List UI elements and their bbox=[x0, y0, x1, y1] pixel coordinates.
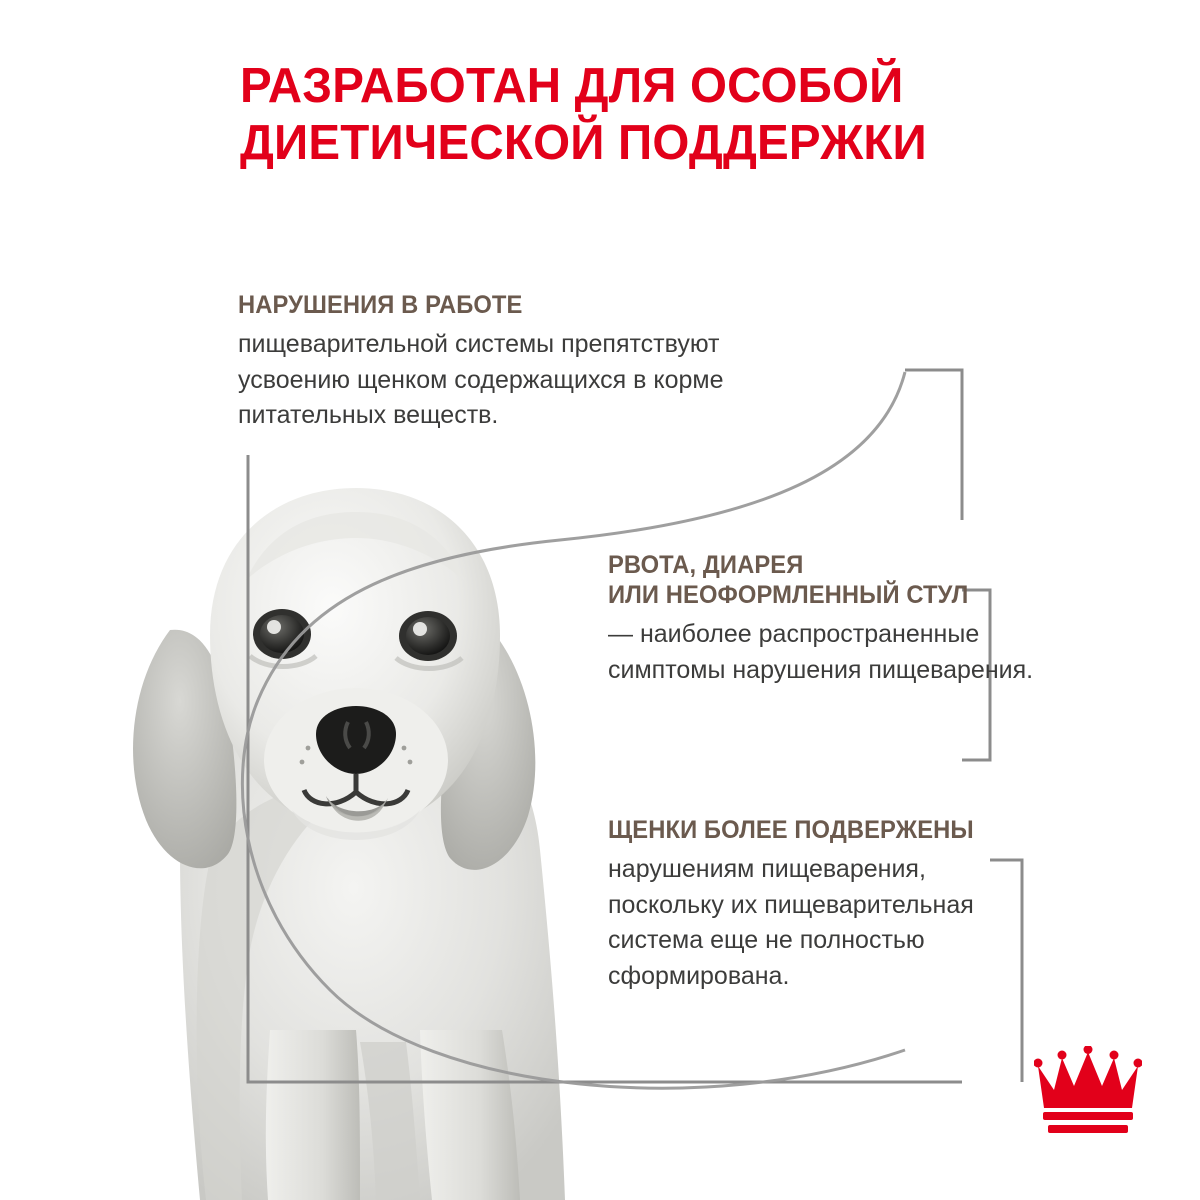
block-heading bbox=[608, 815, 1140, 845]
block-body-line-4: сформирована. bbox=[608, 961, 790, 990]
page-title bbox=[240, 58, 977, 172]
block-heading-line-1: НАРУШЕНИЯ В РАБОТЕ bbox=[238, 291, 523, 319]
block-heading bbox=[238, 290, 884, 320]
block-body bbox=[238, 327, 918, 434]
block-body-line-1: нарушениям пищеварения, bbox=[608, 855, 926, 883]
block-body bbox=[608, 852, 1168, 994]
block-body-line-3: система еще не полностью bbox=[608, 926, 925, 954]
text-block-puppies-susceptible bbox=[608, 815, 1168, 994]
block-body-line-3: питательных веществ. bbox=[238, 401, 499, 429]
block-body-line-2: симптомы нарушения пищеварения. bbox=[608, 655, 1034, 684]
block-heading bbox=[608, 550, 1178, 610]
page-title-line-2: ДИЕТИЧЕСКОЙ ПОДДЕРЖКИ bbox=[240, 115, 927, 170]
royal-canin-crown-icon bbox=[1034, 1046, 1142, 1138]
block-body bbox=[608, 617, 1200, 688]
block-body-line-1: — наиболее распространенные bbox=[608, 620, 980, 648]
block-body-line-2: усвоению щенком содержащихся в корме bbox=[238, 365, 724, 394]
block-body-line-2: поскольку их пищеварительная bbox=[608, 890, 974, 919]
page-title-line-1: РАЗРАБОТАН ДЛЯ ОСОБОЙ bbox=[240, 59, 904, 113]
block-heading-line-1: РВОТА, ДИАРЕЯ bbox=[608, 551, 804, 579]
text-block-digestive-disorders bbox=[238, 290, 918, 434]
block-heading-line-1: ЩЕНКИ БОЛЕЕ ПОДВЕРЖЕНЫ bbox=[608, 816, 974, 844]
text-block-symptoms bbox=[608, 550, 1200, 688]
block-body-line-1: пищеварительной системы препятствуют bbox=[238, 330, 720, 358]
block-heading-line-2: ИЛИ НЕОФОРМЛЕННЫЙ СТУЛ bbox=[608, 581, 969, 609]
puppy-photo bbox=[60, 430, 700, 1200]
